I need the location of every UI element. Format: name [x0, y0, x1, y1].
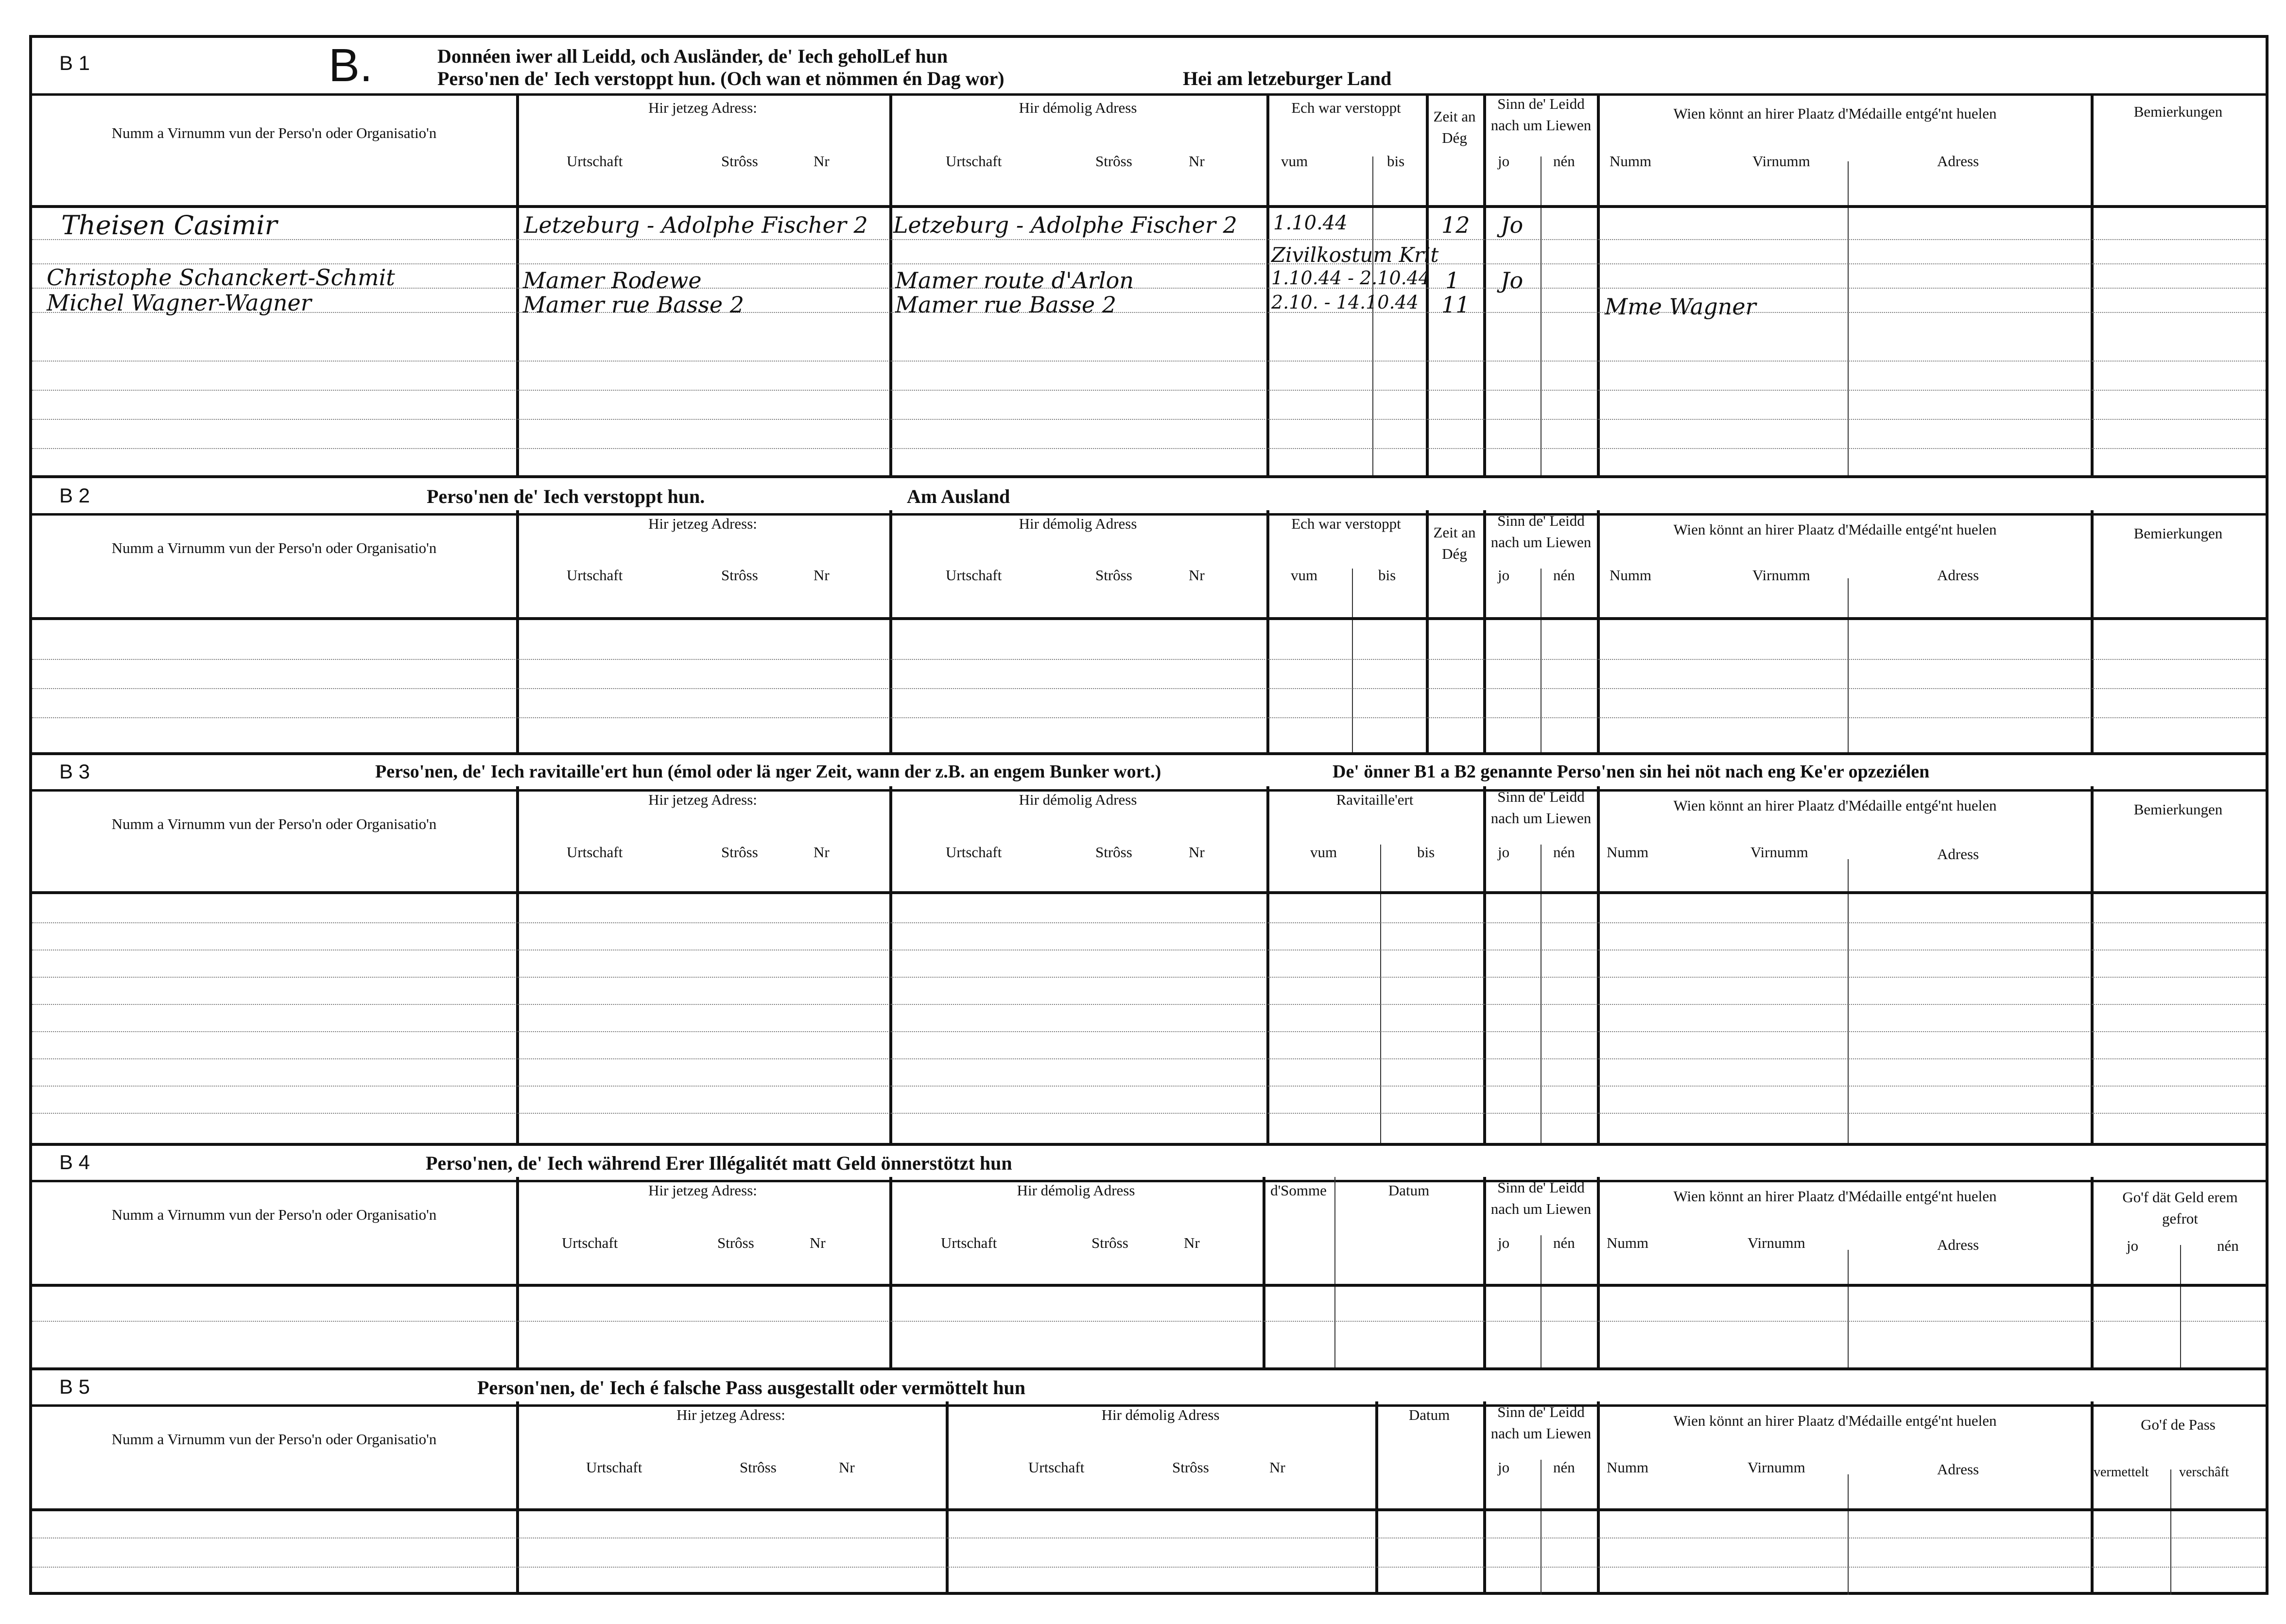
header-urtschaft: Urtschaft	[567, 153, 623, 170]
header-name: Numm a Virnumm vun der Perso'n oder Organisatio'n	[111, 539, 437, 556]
entry-note: Zivilkostum Krit	[1271, 243, 1439, 267]
header-nen: nén	[1553, 567, 1575, 584]
header-bis: bis	[1378, 567, 1396, 584]
header-jo: jo	[1498, 1234, 1510, 1251]
entry-alive: Jo	[1501, 267, 1524, 294]
header-days: Zeit an Dég	[1433, 524, 1476, 562]
header-stross: Strôss	[1095, 567, 1132, 584]
header-alive: Sinn de' Leidd nach um Liewen	[1490, 788, 1592, 827]
section-b5	[32, 1367, 2266, 1598]
section-title: Donnéen iwer all Leidd, och Ausländer, de' Iech geholLef hun	[437, 45, 948, 67]
header-adress: Adress	[1937, 153, 1979, 170]
header-jo: jo	[2127, 1237, 2139, 1254]
section-title: Perso'nen de' Iech verstoppt hun. (Och wan et nömmen én Dag wor)	[437, 68, 1004, 89]
section-b2	[32, 475, 2266, 752]
entry-current-address: Letzeburg - Adolphe Fischer 2	[524, 212, 868, 238]
section-b1	[32, 38, 2266, 475]
section-title: Person'nen, de' Iech é falsche Pass ausgestallt oder vermöttelt hun	[477, 1377, 1026, 1399]
header-jo: jo	[1498, 567, 1510, 584]
header-remarks: Bemierkungen	[2133, 103, 2223, 120]
header-alive: Sinn de' Leidd nach um Liewen	[1490, 1403, 1592, 1442]
header-nen: nén	[1553, 844, 1575, 861]
header-alive: Sinn de' Leidd nach um Liewen	[1490, 1179, 1592, 1217]
header-nr: Nr	[814, 153, 830, 170]
header-virnumm: Virnumm	[1748, 1234, 1805, 1251]
header-virnumm: Virnumm	[1752, 153, 1810, 170]
header-datum: Datum	[1408, 1406, 1450, 1423]
header-name: Numm a Virnumm vun der Perso'n oder Organisatio'n	[111, 815, 437, 832]
header-urtschaft: Urtschaft	[1028, 1459, 1085, 1476]
header-nr: Nr	[810, 1234, 826, 1251]
header-alive: Sinn de' Leidd nach um Liewen	[1490, 512, 1592, 551]
header-urtschaft: Urtschaft	[567, 844, 623, 861]
header-remarks: Bemierkungen	[2133, 525, 2223, 542]
table-b2	[32, 510, 2266, 752]
header-remarks: Bemierkungen	[2133, 801, 2223, 818]
header-bis: bis	[1387, 153, 1405, 170]
header-former-address: Hir démolig Adress	[1101, 1406, 1220, 1423]
header-name: Numm a Virnumm vun der Perso'n oder Organisatio'n	[111, 1431, 437, 1448]
header-former-address: Hir démolig Adress	[1019, 791, 1137, 808]
header-adress: Adress	[1937, 1236, 1979, 1253]
section-code: B 3	[59, 760, 90, 783]
header-stross: Strôss	[1172, 1459, 1209, 1476]
header-current-address: Hir jetzeg Adress:	[676, 1406, 785, 1423]
header-stross: Strôss	[1091, 1234, 1128, 1251]
header-nr: Nr	[1189, 567, 1205, 584]
header-urtschaft: Urtschaft	[567, 567, 623, 584]
header-vum: vum	[1281, 153, 1308, 170]
entry-dates: 2.10. - 14.10.44	[1271, 292, 1419, 313]
header-virnumm: Virnumm	[1752, 567, 1810, 584]
header-nr: Nr	[1189, 844, 1205, 861]
section-b3-header	[32, 752, 2266, 792]
header-adress: Adress	[1937, 1461, 1979, 1478]
header-numm: Numm	[1607, 844, 1649, 861]
section-code: B 5	[59, 1375, 90, 1398]
header-medal: Wien könnt an hirer Plaatz d'Médaille entgé'nt huelen	[1673, 797, 1997, 814]
header-current-address: Hir jetzeg Adress:	[648, 515, 757, 532]
section-b4	[32, 1143, 2266, 1367]
entry-days: 12	[1441, 212, 1470, 238]
section-b1-header	[32, 38, 2266, 96]
header-jo: jo	[1498, 153, 1510, 170]
entry-name: Theisen Casimir	[61, 210, 277, 241]
header-name: Numm a Virnumm vun der Perso'n oder Organisatio'n	[111, 1206, 437, 1223]
header-stross: Strôss	[1095, 844, 1132, 861]
header-current-address: Hir jetzeg Adress:	[648, 791, 757, 808]
section-b5-header	[32, 1367, 2266, 1407]
header-medal: Wien könnt an hirer Plaatz d'Médaille entgé'nt huelen	[1673, 1412, 1997, 1429]
section-title: Perso'nen de' Iech verstoppt hun.	[427, 485, 705, 507]
entry-dates: 1.10.44 - 2.10.44	[1271, 267, 1431, 289]
header-vermettelt: vermettelt	[2094, 1465, 2149, 1480]
header-numm: Numm	[1607, 1234, 1649, 1251]
section-b3	[32, 752, 2266, 1143]
header-adress: Adress	[1937, 567, 1979, 584]
section-code: B 1	[59, 52, 90, 74]
section-b4-header	[32, 1143, 2266, 1182]
header-verschaft: verschâft	[2179, 1465, 2229, 1480]
header-numm: Numm	[1607, 1459, 1649, 1476]
header-urtschaft: Urtschaft	[946, 567, 1002, 584]
header-current-address: Hir jetzeg Adress:	[648, 99, 757, 116]
header-nr: Nr	[839, 1459, 855, 1476]
header-stross: Strôss	[721, 844, 758, 861]
header-urtschaft: Urtschaft	[562, 1234, 618, 1251]
entry-current-address: Mamer Rodewe	[523, 267, 702, 294]
entry-former-address: Mamer rue Basse 2	[895, 292, 1116, 318]
header-medal: Wien könnt an hirer Plaatz d'Médaille entgé'nt huelen	[1673, 521, 1997, 538]
entry-former-address: Mamer route d'Arlon	[895, 267, 1134, 294]
entry-former-address: Letzeburg - Adolphe Fischer 2	[893, 212, 1237, 238]
section-title: Perso'nen, de' Iech während Erer Illégalitét matt Geld önnerstötzt hun	[426, 1152, 1012, 1174]
header-nen: nén	[1553, 1459, 1575, 1476]
header-former-address: Hir démolig Adress	[1017, 1182, 1135, 1199]
section-code: B 2	[59, 484, 90, 507]
header-nen: nén	[1553, 153, 1575, 170]
table-b1	[32, 93, 2266, 475]
entry-alive: Jo	[1501, 212, 1524, 238]
entry-medal-name: Mme Wagner	[1605, 294, 1756, 320]
header-medal: Wien könnt an hirer Plaatz d'Médaille entgé'nt huelen	[1673, 1188, 1997, 1205]
form-sheet	[29, 35, 2269, 1595]
section-title: Perso'nen, de' Iech ravitaille'ert hun (émol oder lä nger Zeit, wann der z.B. an engem Bunker wort.)	[375, 761, 1161, 782]
header-numm: Numm	[1610, 153, 1652, 170]
section-code: B 4	[59, 1151, 90, 1174]
header-bis: bis	[1417, 844, 1435, 861]
header-pass: Go'f de Pass	[2141, 1416, 2216, 1433]
header-nr: Nr	[814, 567, 830, 584]
entry-days: 11	[1441, 292, 1470, 318]
header-adress: Adress	[1937, 846, 1979, 863]
header-datum: Datum	[1388, 1182, 1430, 1199]
header-former-address: Hir démolig Adress	[1019, 515, 1137, 532]
table-b5	[32, 1401, 2266, 1595]
header-urtschaft: Urtschaft	[946, 844, 1002, 861]
header-hidden: Ech war verstoppt	[1291, 99, 1401, 116]
header-current-address: Hir jetzeg Adress:	[648, 1182, 757, 1199]
header-nr: Nr	[814, 844, 830, 861]
header-virnumm: Virnumm	[1748, 1459, 1805, 1476]
header-nr: Nr	[1269, 1459, 1285, 1476]
entry-name: Michel Wagner-Wagner	[47, 290, 312, 316]
entry-days: 1	[1445, 267, 1460, 294]
section-title-region: Hei am letzeburger Land	[1183, 68, 1392, 89]
header-nen: nén	[2217, 1237, 2239, 1254]
header-hidden: Ech war verstoppt	[1291, 515, 1401, 532]
section-title-note: De' önner B1 a B2 genannte Perso'nen sin hei nöt nach eng Ke'er opzeziélen	[1333, 761, 1930, 782]
section-title-region: Am Ausland	[907, 485, 1010, 507]
header-urtschaft: Urtschaft	[586, 1459, 642, 1476]
header-stross: Strôss	[717, 1234, 754, 1251]
header-jo: jo	[1498, 844, 1510, 861]
header-medal: Wien könnt an hirer Plaatz d'Médaille entgé'nt huelen	[1673, 105, 1997, 122]
header-nr: Nr	[1189, 153, 1205, 170]
table-b3	[32, 786, 2266, 1143]
entry-date-from: 1.10.44	[1273, 212, 1348, 234]
header-stross: Strôss	[740, 1459, 777, 1476]
header-stross: Strôss	[1095, 153, 1132, 170]
header-vum: vum	[1291, 567, 1318, 584]
section-b2-header	[32, 475, 2266, 516]
header-urtschaft: Urtschaft	[941, 1234, 997, 1251]
header-virnumm: Virnumm	[1750, 844, 1808, 861]
header-stross: Strôss	[721, 567, 758, 584]
header-numm: Numm	[1610, 567, 1652, 584]
header-ravitailleert: Ravitaille'ert	[1336, 791, 1414, 808]
header-money-returned: Go'f dät Geld erem gefrot	[2122, 1189, 2238, 1227]
header-nen: nén	[1553, 1234, 1575, 1251]
header-jo: jo	[1498, 1459, 1510, 1476]
header-urtschaft: Urtschaft	[946, 153, 1002, 170]
form-part-letter: B.	[329, 39, 373, 91]
header-nr: Nr	[1184, 1234, 1200, 1251]
entry-name: Christophe Schanckert-Schmit	[47, 264, 395, 291]
header-name: Numm a Virnumm vun der Perso'n oder Organisatio'n	[111, 124, 437, 141]
entry-current-address: Mamer rue Basse 2	[523, 292, 744, 318]
header-days: Zeit an Dég	[1433, 108, 1476, 146]
header-somme: d'Somme	[1270, 1182, 1327, 1199]
table-b4	[32, 1177, 2266, 1367]
header-stross: Strôss	[721, 153, 758, 170]
header-vum: vum	[1310, 844, 1337, 861]
header-alive: Sinn de' Leidd nach um Liewen	[1490, 95, 1592, 134]
header-former-address: Hir démolig Adress	[1019, 99, 1137, 116]
